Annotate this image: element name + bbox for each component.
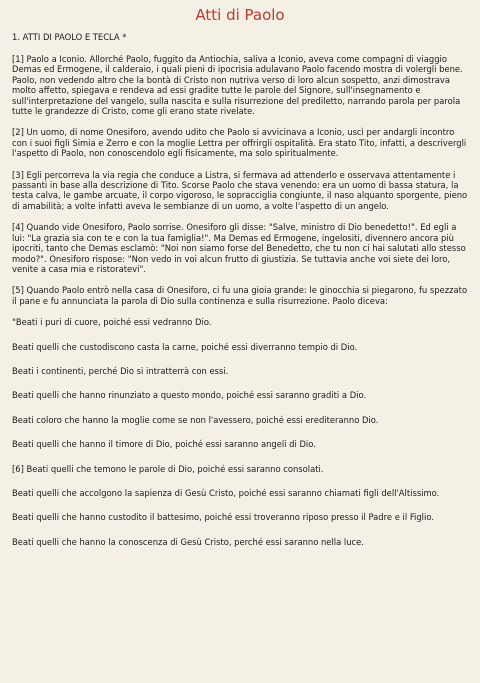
paragraph-6: [6] Beati quelli che temono le parole di Dio, poiché essi saranno consolati. xyxy=(12,463,324,474)
beatitude-6: Beati quelli che hanno il timore di Dio, poiché essi saranno angeli di Dio. xyxy=(12,439,316,450)
paragraph-4: [4] Quando vide Onesiforo, Paolo sorrise. Onesiforo gli disse: "Salve, ministro di Dio benedetto!". Ed egli a lui: "La grazia sia con te e con la tua famiglia!". Ma Demas ed Ermogene, ingelositi, divennero ancora più ipocriti, tanto che Demas esclamò: "Noi non siamo forse del Benedetto, che tu non ci hai salutati allo stesso modo?". Onesiforo rispose: "Non vedo in voi alcun frutto di giustizia. Se tuttavia anche voi siete dei loro, venite a casa mia e ristoratevi". xyxy=(12,222,466,274)
section-heading: 1. ATTI DI PAOLO E TECLA * xyxy=(12,32,127,42)
beatitude-3: Beati i continenti, perché Dio si intratterrà con essi. xyxy=(12,365,229,376)
beatitude-5: Beati coloro che hanno la moglie come se non l'avessero, poiché essi erediteranno Dio. xyxy=(12,414,379,425)
paragraph-1: [1] Paolo a Iconio. Allorché Paolo, fuggito da Antiochia, saliva a Iconio, aveva come compagni di viaggio Demas ed Ermogene, il calderaio, i quali pieni di ipocrisia adulavano Paolo facendo mostra di volergli bene. Paolo, non vedendo altro che la bontà di Cristo non nutriva verso di loro alcun sospetto, anzi dimostrava molto affetto, spiegava e rendeva ad essi gradite tutte le parole del Signore, sull'insegnamento e sull'interpretazione del vangelo, sulla nascita e sulla risurrezione del prediletto, narrando parola per parola tutte le grandezze di Cristo, come gli erano state rivelate. xyxy=(12,54,463,117)
page-title: Atti di Paolo xyxy=(195,6,285,24)
beatitude-1: "Beati i puri di cuore, poiché essi vedranno Dio. xyxy=(12,317,212,328)
beatitude-8: Beati quelli che hanno custodito il battesimo, poiché essi troveranno riposo presso il Padre e il Figlio. xyxy=(12,512,434,523)
beatitude-7: Beati quelli che accolgono la sapienza di Gesù Cristo, poiché essi saranno chiamati figli dell'Altissimo. xyxy=(12,487,440,498)
paragraph-5: [5] Quando Paolo entrò nella casa di Onesiforo, ci fu una gioia grande: le ginocchia si piegarono, fu spezzato il pane e fu annunciata la parola di Dio sulla continenza e sulla risurrezione. Paolo diceva: xyxy=(12,285,468,306)
beatitude-9: Beati quelli che hanno la conoscenza di Gesù Cristo, perché essi saranno nella luce. xyxy=(12,536,364,547)
paragraph-2: [2] Un uomo, di nome Onesiforo, avendo udito che Paolo si avvicinava a Iconio, uscì per andargli incontro con i suoi figli Simia e Zerro e con la moglie Lettra per offrirgli ospitalità. Era stato Tito, infatti, a descrivergli l'aspetto di Paolo, non conoscendolo egli fisicamente, ma solo spiritualmente. xyxy=(12,127,467,159)
beatitude-4: Beati quelli che hanno rinunziato a questo mondo, poiché essi saranno graditi a Dio. xyxy=(12,390,367,401)
paragraph-3: [3] Egli percorreva la via regia che conduce a Listra, si fermava ad attenderlo e osservava attentamente i passanti in base alla descrizione di Tito. Scorse Paolo che stava venendo: era un uomo di bassa statura, la testa calva, le gambe arcuate, il corpo vigoroso, le sopracciglia congiunte, il naso alquanto sporgente, pieno di amabilità; a volte infatti aveva le sembianze di un uomo, a volte l'aspetto di un angelo. xyxy=(12,169,468,211)
beatitude-2: Beati quelli che custodiscono casta la carne, poiché essi diverranno tempio di Dio. xyxy=(12,341,358,352)
